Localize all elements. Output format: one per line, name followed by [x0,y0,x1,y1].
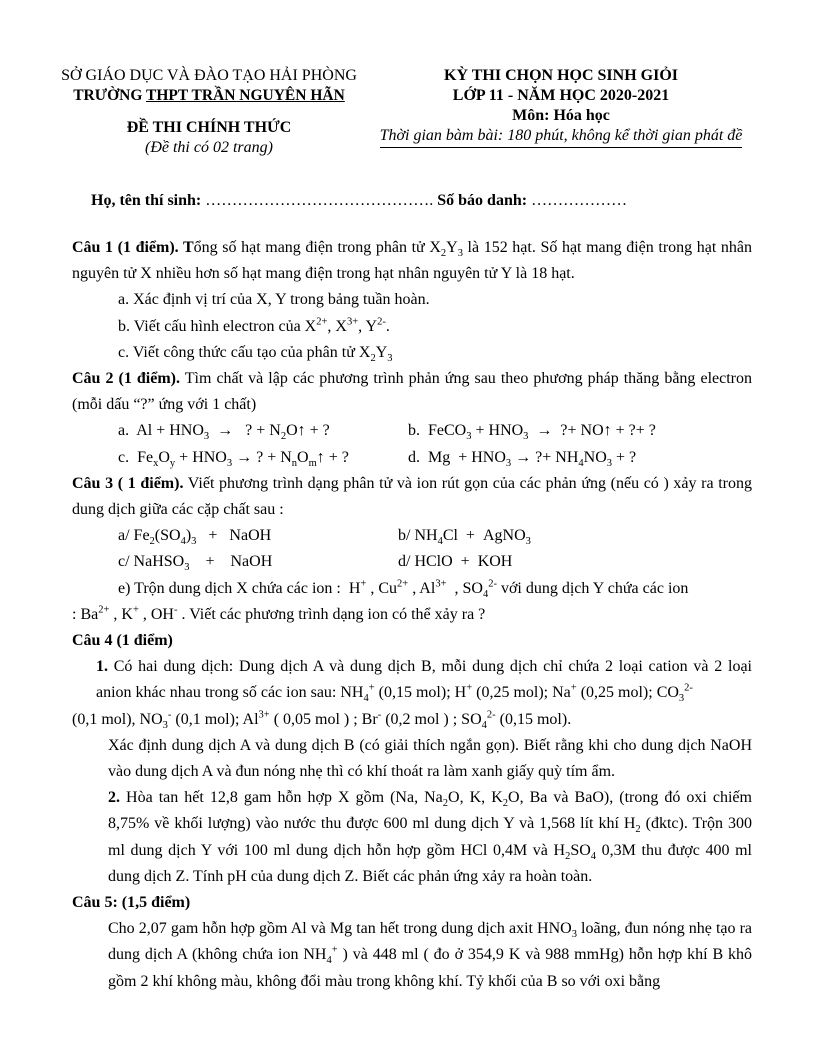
q1-c: c. Viết công thức cấu tạo của phân tử $X_2Y_3$ [118,343,393,364]
q1-a: a. Xác định vị trí của X, Y trong bảng tuần hoàn. [118,291,430,309]
subject: Môn: Hóa học [512,107,610,124]
question-2: Câu 2 (1 điểm). Tìm chất và lập các phương trình phản ứng sau theo phương pháp thăng bằng electron (mỗi dấu “?” ứng với 1 chất) [72,370,752,414]
q4-part-1-cont: (0,1 mol), $NO_3^-$ (0,1 mol); $Al^{3+}$ ( 0,05 mol ) ; Br- (0,2 mol ) ; $SO_4^{2-}$ (0,15 mol). [72,709,572,731]
school-name: TRƯỜNG THPT TRẦN NGUYÊN HÃN [73,87,345,104]
q3-e: e) Trộn dung dịch X chứa các ion : H+ , $Cu^{2+}$ , $Al^{3+}$ , $SO_4^{2-}$ với dung dịch Y chứa các ion [118,578,689,600]
candidate-line: Họ, tên thí sinh: ……………………………………. Số báo danh: ……………… [91,192,628,209]
exam-title: KỲ THI CHỌN HỌC SINH GIỎI [444,67,678,84]
q2-row-1: a. $Al + HNO_3$ → ? + $N_2O↑$ + ? b. FeCO$_3$ + $HNO_3$ → ?+ NO↑ + ?+ ? [118,422,656,443]
header-right [366,66,756,148]
q3-row-1: a/ $Fe_2(SO_4)_3$ + NaOH b/ $NH_4Cl$ + AgNO$_3$ [118,527,531,548]
header-left [58,66,360,158]
department: SỞ GIÁO DỤC VÀ ĐÀO TẠO HẢI PHÒNG [61,67,357,84]
q5-text: Cho 2,07 gam hỗn hợp gồm Al và Mg tan hết trong dung dịch axit $HNO_3$ loãng, đun nóng nhẹ tạo ra dung dịch A (không chứa ion $NH_4^+$ ) và 448 ml ( đo ở 354,9 K và 988 mmHg) hỗn hợp khí B khô gồm 2 khí không màu, không đổi màu trong không khí. Tỷ khối của B so với oxi bằng [108,920,753,990]
grade-year: LỚP 11 - NĂM HỌC 2020-2021 [452,87,670,104]
exam-body [72,235,752,995]
q1-b: b. Viết cấu hình electron của $X^{2+}$, $X^{3+}$, $Y^{2-}$. [118,316,390,335]
q4-part-1b: Xác định dung dịch A và dung dịch B (có giải thích ngắn gọn). Biết rằng khi cho dung dịch NaOH vào dung dịch A và đun nóng nhẹ thì có khí thoát ra làm xanh giấy quỳ tím ẩm. [108,736,752,781]
question-4: Câu 4 (1 điểm) [72,632,173,650]
q2-row-2: c. $Fe_xO_y + HNO_3$ → ? + $N_nO_m↑$ + ? d. $Mg + HNO_3$ → ?+ $NH_4NO_3$ + ? [118,448,637,469]
pages-note: (Đề thi có 02 trang) [145,139,273,156]
exam-type: ĐỀ THI CHÍNH THỨC [126,119,292,136]
q4-part-1: 1. Có hai dung dịch: Dung dịch A và dung dịch B, mỗi dung dịch chỉ chứa 2 loại cation và 2 loại anion khác nhau trong số các ion sau: $NH_4^+$ (0,15 mol); H+ (0,25 mol); Na+ (0,25 mol); $CO_3^{2-}$ [96,658,752,705]
question-3: Câu 3 ( 1 điểm). Viết phương trình dạng phân tử và ion rút gọn của các phản ứng (nếu có ) xảy ra trong dung dịch giữa các cặp chất sau : [72,474,752,519]
question-5: Câu 5: (1,5 điểm) [72,894,191,912]
q3-e-cont: : $Ba^{2+}$ , K+ , OH- . Viết các phương trình dạng ion có thể xảy ra ? [72,604,486,623]
question-1: Câu 1 (1 điểm). Tổng số hạt mang điện trong phân tử $X_2Y_3$ là 152 hạt. Số hạt mang điện trong hạt nhân nguyên tử X nhiều hơn số hạt mang điện trong hạt nhân nguyên tử Y là 18 hạt. [72,239,753,283]
q4-part-2: 2. Hòa tan hết 12,8 gam hỗn hợp X gồm (Na, $Na_2O$, K, $K_2O$, Ba và BaO), (trong đó oxi chiếm 8,75% về khối lượng) vào nước thu được 600 ml dung dịch Y và 1,568 lít khí $H_2$ (đktc). Trộn 300 ml dung dịch Y với 100 ml dung dịch hỗn hợp gồm HCl 0,4M và $H_2SO_4$ 0,3M thu được 400 ml dung dịch Z. Tính pH của dung dịch Z. Biết các phản ứng xảy ra hoàn toàn. [108,789,753,885]
time-limit: Thời gian bàm bài: 180 phút, không kể thời gian phát đề [366,126,756,148]
q3-row-2: c/ NaHSO$_3$ + NaOH d/ HClO + KOH [118,553,513,574]
